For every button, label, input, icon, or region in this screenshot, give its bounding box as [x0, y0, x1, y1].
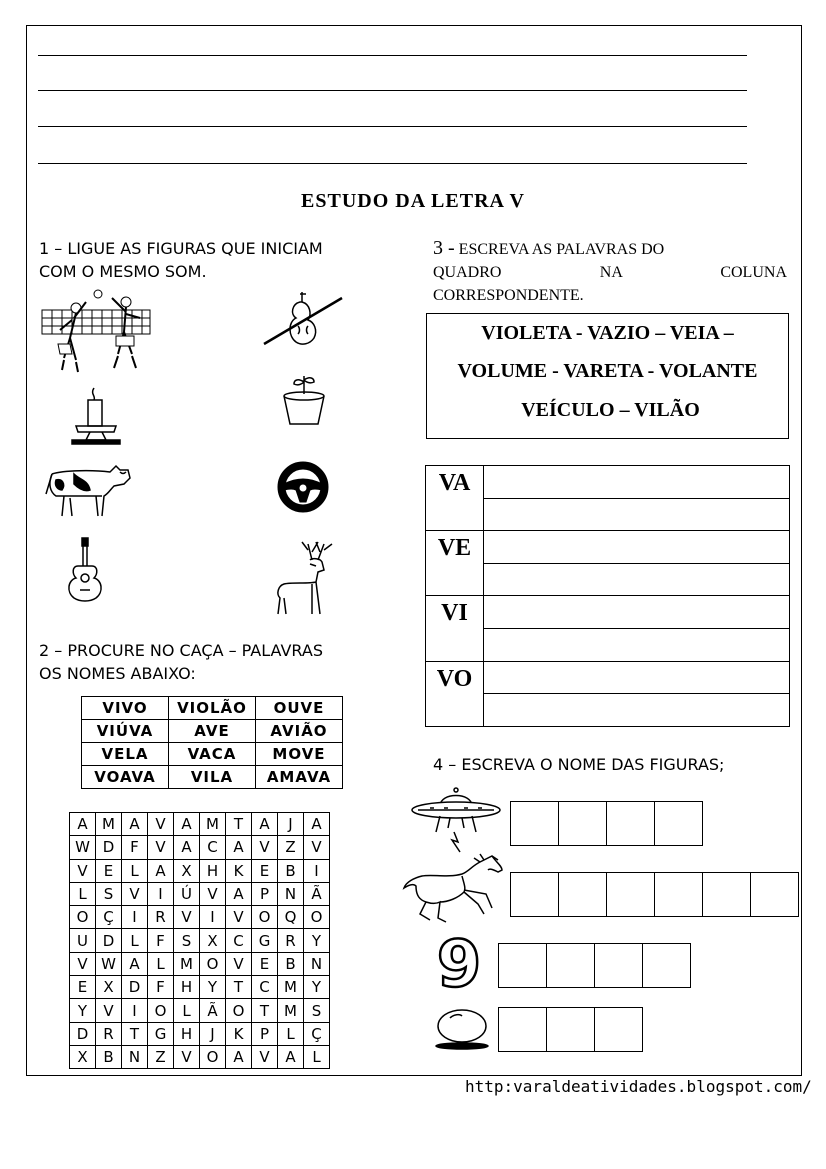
word-bank-line-1: VIOLETA - VAZIO – VEIA – [481, 322, 734, 344]
word-bank-box [426, 313, 789, 439]
puzzle-letter-cell[interactable]: G [252, 929, 278, 952]
puzzle-letter-cell[interactable]: W [96, 952, 122, 975]
puzzle-letter-cell[interactable]: V [70, 952, 96, 975]
letter-box[interactable] [498, 1007, 547, 1052]
word-cell: VIOLÃO [169, 697, 256, 720]
question-3-line-2: QUADRO NA COLUNA [433, 264, 787, 281]
table-row [426, 661, 790, 694]
puzzle-letter-cell[interactable]: I [148, 882, 174, 905]
puzzle-letter-cell[interactable]: L [70, 882, 96, 905]
syllable-label: VO [426, 661, 484, 726]
puzzle-letter-cell[interactable]: V [148, 813, 174, 836]
question-2-line-2: OS NOMES ABAIXO: [39, 664, 196, 683]
answer-boxes-egg [498, 1007, 642, 1052]
puzzle-row [70, 859, 330, 882]
letter-box[interactable] [498, 943, 547, 988]
puzzle-letter-cell[interactable]: T [226, 813, 252, 836]
puzzle-letter-cell[interactable]: A [174, 836, 200, 859]
puzzle-letter-cell[interactable]: E [252, 859, 278, 882]
puzzle-row [70, 952, 330, 975]
table-row [82, 697, 343, 720]
syllable-columns-table [425, 465, 790, 727]
puzzle-letter-cell[interactable]: M [96, 813, 122, 836]
puzzle-letter-cell[interactable]: W [70, 836, 96, 859]
puzzle-letter-cell[interactable]: Ã [304, 882, 330, 905]
puzzle-letter-cell[interactable]: N [278, 882, 304, 905]
puzzle-letter-cell[interactable]: X [96, 976, 122, 999]
word-cell: VIVO [82, 697, 169, 720]
table-row [426, 596, 790, 629]
puzzle-letter-cell[interactable]: L [304, 1045, 330, 1068]
table-row [82, 720, 343, 743]
writing-line[interactable] [38, 163, 747, 164]
number-nine-image[interactable] [436, 932, 482, 992]
puzzle-letter-cell[interactable]: V [122, 882, 148, 905]
puzzle-letter-cell[interactable]: V [96, 999, 122, 1022]
puzzle-letter-cell[interactable]: E [96, 859, 122, 882]
puzzle-letter-cell[interactable]: O [200, 1045, 226, 1068]
puzzle-letter-cell[interactable]: T [252, 999, 278, 1022]
word-search-grid[interactable] [69, 812, 330, 1069]
writing-line[interactable] [38, 90, 747, 91]
puzzle-letter-cell[interactable]: I [122, 906, 148, 929]
letter-box[interactable] [594, 1007, 643, 1052]
puzzle-letter-cell[interactable]: N [122, 1045, 148, 1068]
answer-line[interactable] [484, 628, 790, 661]
letter-box[interactable] [594, 943, 643, 988]
puzzle-letter-cell[interactable]: J [278, 813, 304, 836]
letter-box[interactable] [606, 872, 655, 917]
puzzle-letter-cell[interactable]: Ã [200, 999, 226, 1022]
puzzle-row [70, 836, 330, 859]
word-cell: VIÚVA [82, 720, 169, 743]
puzzle-letter-cell[interactable]: D [96, 836, 122, 859]
letter-box[interactable] [558, 872, 607, 917]
puzzle-letter-cell[interactable]: Ç [304, 1022, 330, 1045]
answer-line[interactable] [484, 466, 790, 499]
puzzle-letter-cell[interactable]: C [226, 929, 252, 952]
puzzle-letter-cell[interactable]: V [70, 859, 96, 882]
puzzle-letter-cell[interactable]: I [122, 999, 148, 1022]
puzzle-row [70, 813, 330, 836]
question-3 [433, 237, 787, 307]
puzzle-letter-cell[interactable]: O [200, 952, 226, 975]
puzzle-row [70, 929, 330, 952]
word-cell: MOVE [256, 743, 343, 766]
ufo-image[interactable] [410, 784, 502, 856]
puzzle-letter-cell[interactable]: A [252, 813, 278, 836]
puzzle-letter-cell[interactable]: O [148, 999, 174, 1022]
answer-boxes-horse [510, 872, 798, 917]
puzzle-letter-cell[interactable]: Q [278, 906, 304, 929]
puzzle-letter-cell[interactable]: L [122, 929, 148, 952]
puzzle-letter-cell[interactable]: B [278, 952, 304, 975]
puzzle-letter-cell[interactable]: A [226, 836, 252, 859]
puzzle-letter-cell[interactable]: H [174, 1022, 200, 1045]
puzzle-letter-cell[interactable]: A [122, 952, 148, 975]
puzzle-letter-cell[interactable]: E [70, 976, 96, 999]
puzzle-row [70, 976, 330, 999]
letter-box[interactable] [510, 872, 559, 917]
puzzle-letter-cell[interactable]: A [226, 882, 252, 905]
puzzle-letter-cell[interactable]: J [200, 1022, 226, 1045]
question-2-line-1: 2 – PROCURE NO CAÇA – PALAVRAS [39, 641, 323, 660]
syllable-label: VI [426, 596, 484, 661]
puzzle-letter-cell[interactable]: V [226, 906, 252, 929]
answer-line[interactable] [484, 498, 790, 531]
answer-line[interactable] [484, 661, 790, 694]
puzzle-letter-cell[interactable]: B [278, 859, 304, 882]
letter-box[interactable] [654, 801, 703, 846]
puzzle-letter-cell[interactable]: V [226, 952, 252, 975]
puzzle-letter-cell[interactable]: O [226, 999, 252, 1022]
letter-box[interactable] [654, 872, 703, 917]
puzzle-letter-cell[interactable]: U [70, 929, 96, 952]
table-row [82, 743, 343, 766]
puzzle-letter-cell[interactable]: X [70, 1045, 96, 1068]
puzzle-letter-cell[interactable]: C [200, 836, 226, 859]
puzzle-letter-cell[interactable]: A [70, 813, 96, 836]
puzzle-letter-cell[interactable]: V [148, 836, 174, 859]
puzzle-letter-cell[interactable]: F [148, 929, 174, 952]
puzzle-letter-cell[interactable]: A [174, 813, 200, 836]
cow-image[interactable] [44, 460, 132, 520]
puzzle-letter-cell[interactable]: I [304, 859, 330, 882]
puzzle-letter-cell[interactable]: X [200, 929, 226, 952]
table-row [82, 766, 343, 789]
puzzle-letter-cell[interactable]: T [122, 1022, 148, 1045]
puzzle-letter-cell[interactable]: Z [148, 1045, 174, 1068]
word-bank-line-2: VOLUME - VARETA - VOLANTE [457, 360, 758, 382]
puzzle-letter-cell[interactable]: L [122, 859, 148, 882]
puzzle-row [70, 906, 330, 929]
question-1-line-1: 1 – LIGUE AS FIGURAS QUE INICIAM [39, 239, 323, 258]
answer-line[interactable] [484, 531, 790, 564]
egg-image[interactable] [432, 1006, 490, 1052]
puzzle-row [70, 1045, 330, 1068]
flower-pot-image[interactable] [282, 374, 328, 428]
number-nine-glyph: 9 [436, 932, 482, 992]
puzzle-letter-cell[interactable]: L [174, 999, 200, 1022]
puzzle-letter-cell[interactable]: Ú [174, 882, 200, 905]
puzzle-letter-cell[interactable]: V [174, 906, 200, 929]
table-row [426, 466, 790, 499]
puzzle-letter-cell[interactable]: L [148, 952, 174, 975]
puzzle-letter-cell[interactable]: A [148, 859, 174, 882]
question-3-line-3: CORRESPONDENTE. [433, 287, 584, 304]
page-title: ESTUDO DA LETRA V [301, 190, 525, 212]
question-1 [39, 237, 323, 283]
puzzle-letter-cell[interactable]: A [122, 813, 148, 836]
violin-image[interactable] [262, 290, 344, 358]
puzzle-row [70, 882, 330, 905]
steering-wheel-image[interactable] [276, 460, 330, 514]
puzzle-letter-cell[interactable]: Z [278, 836, 304, 859]
puzzle-letter-cell[interactable]: T [226, 976, 252, 999]
question-3-line-1: ESCREVA AS PALAVRAS DO [458, 241, 665, 258]
puzzle-letter-cell[interactable]: S [304, 999, 330, 1022]
footer-url[interactable]: http:varaldeatividades.blogspot.com/ [465, 1077, 812, 1096]
letter-box[interactable] [642, 943, 691, 988]
puzzle-letter-cell[interactable]: L [278, 1022, 304, 1045]
question-4: 4 – ESCREVA O NOME DAS FIGURAS; [433, 755, 725, 774]
question-3-number: 3 - [433, 237, 455, 259]
puzzle-letter-cell[interactable]: A [304, 813, 330, 836]
syllable-label: VA [426, 466, 484, 531]
puzzle-letter-cell[interactable]: V [252, 836, 278, 859]
puzzle-letter-cell[interactable]: F [122, 836, 148, 859]
question-2 [39, 639, 323, 685]
puzzle-letter-cell[interactable]: Y [200, 976, 226, 999]
writing-line[interactable] [38, 126, 747, 127]
puzzle-letter-cell[interactable]: Ç [96, 906, 122, 929]
word-cell: VILA [169, 766, 256, 789]
puzzle-letter-cell[interactable]: P [252, 1022, 278, 1045]
word-cell: AMAVA [256, 766, 343, 789]
letter-box[interactable] [546, 1007, 595, 1052]
puzzle-letter-cell[interactable]: D [70, 1022, 96, 1045]
puzzle-letter-cell[interactable]: M [278, 999, 304, 1022]
puzzle-letter-cell[interactable]: F [148, 976, 174, 999]
puzzle-letter-cell[interactable]: A [226, 1045, 252, 1068]
puzzle-row [70, 999, 330, 1022]
puzzle-letter-cell[interactable]: P [252, 882, 278, 905]
word-bank-line-3: VEÍCULO – VILÃO [521, 399, 700, 421]
word-cell: VACA [169, 743, 256, 766]
candle-image[interactable] [68, 386, 126, 446]
volleyball-players-image[interactable] [40, 288, 152, 376]
puzzle-letter-cell[interactable]: C [252, 976, 278, 999]
puzzle-letter-cell[interactable]: O [70, 906, 96, 929]
puzzle-letter-cell[interactable]: R [278, 929, 304, 952]
answer-boxes-ufo [510, 801, 702, 846]
letter-box[interactable] [750, 872, 799, 917]
puzzle-letter-cell[interactable]: I [200, 906, 226, 929]
puzzle-letter-cell[interactable]: H [200, 859, 226, 882]
puzzle-letter-cell[interactable]: Y [70, 999, 96, 1022]
puzzle-letter-cell[interactable]: E [252, 952, 278, 975]
puzzle-letter-cell[interactable]: R [148, 906, 174, 929]
guitar-image[interactable] [62, 536, 106, 602]
puzzle-letter-cell[interactable]: O [252, 906, 278, 929]
puzzle-letter-cell[interactable]: O [304, 906, 330, 929]
puzzle-letter-cell[interactable]: A [278, 1045, 304, 1068]
puzzle-letter-cell[interactable]: K [226, 859, 252, 882]
puzzle-letter-cell[interactable]: G [148, 1022, 174, 1045]
horse-image[interactable] [402, 852, 506, 924]
puzzle-letter-cell[interactable]: B [96, 1045, 122, 1068]
letter-box[interactable] [510, 801, 559, 846]
word-cell: VELA [82, 743, 169, 766]
word-list-table [81, 696, 343, 789]
puzzle-letter-cell[interactable]: V [304, 836, 330, 859]
puzzle-letter-cell[interactable]: N [304, 952, 330, 975]
puzzle-letter-cell[interactable]: R [96, 1022, 122, 1045]
puzzle-letter-cell[interactable]: S [174, 929, 200, 952]
answer-boxes-nine [498, 943, 690, 988]
puzzle-letter-cell[interactable]: S [96, 882, 122, 905]
word-cell: AVIÃO [256, 720, 343, 743]
puzzle-letter-cell[interactable]: D [96, 929, 122, 952]
puzzle-letter-cell[interactable]: X [174, 859, 200, 882]
letter-box[interactable] [702, 872, 751, 917]
puzzle-letter-cell[interactable]: V [252, 1045, 278, 1068]
table-row [426, 531, 790, 564]
puzzle-letter-cell[interactable]: Y [304, 976, 330, 999]
puzzle-letter-cell[interactable]: M [200, 813, 226, 836]
puzzle-letter-cell[interactable]: V [200, 882, 226, 905]
answer-line[interactable] [484, 563, 790, 596]
puzzle-letter-cell[interactable]: H [174, 976, 200, 999]
puzzle-letter-cell[interactable]: V [174, 1045, 200, 1068]
letter-box[interactable] [558, 801, 607, 846]
letter-box[interactable] [606, 801, 655, 846]
puzzle-letter-cell[interactable]: D [122, 976, 148, 999]
answer-line[interactable] [484, 596, 790, 629]
puzzle-letter-cell[interactable]: M [174, 952, 200, 975]
answer-line[interactable] [484, 694, 790, 727]
word-cell: OUVE [256, 697, 343, 720]
puzzle-letter-cell[interactable]: Y [304, 929, 330, 952]
puzzle-letter-cell[interactable]: M [278, 976, 304, 999]
letter-box[interactable] [546, 943, 595, 988]
writing-line[interactable] [38, 55, 747, 56]
question-1-line-2: COM O MESMO SOM. [39, 262, 207, 281]
puzzle-letter-cell[interactable]: K [226, 1022, 252, 1045]
word-cell: AVE [169, 720, 256, 743]
syllable-label: VE [426, 531, 484, 596]
word-cell: VOAVA [82, 766, 169, 789]
puzzle-row [70, 1022, 330, 1045]
deer-image[interactable] [272, 538, 336, 616]
